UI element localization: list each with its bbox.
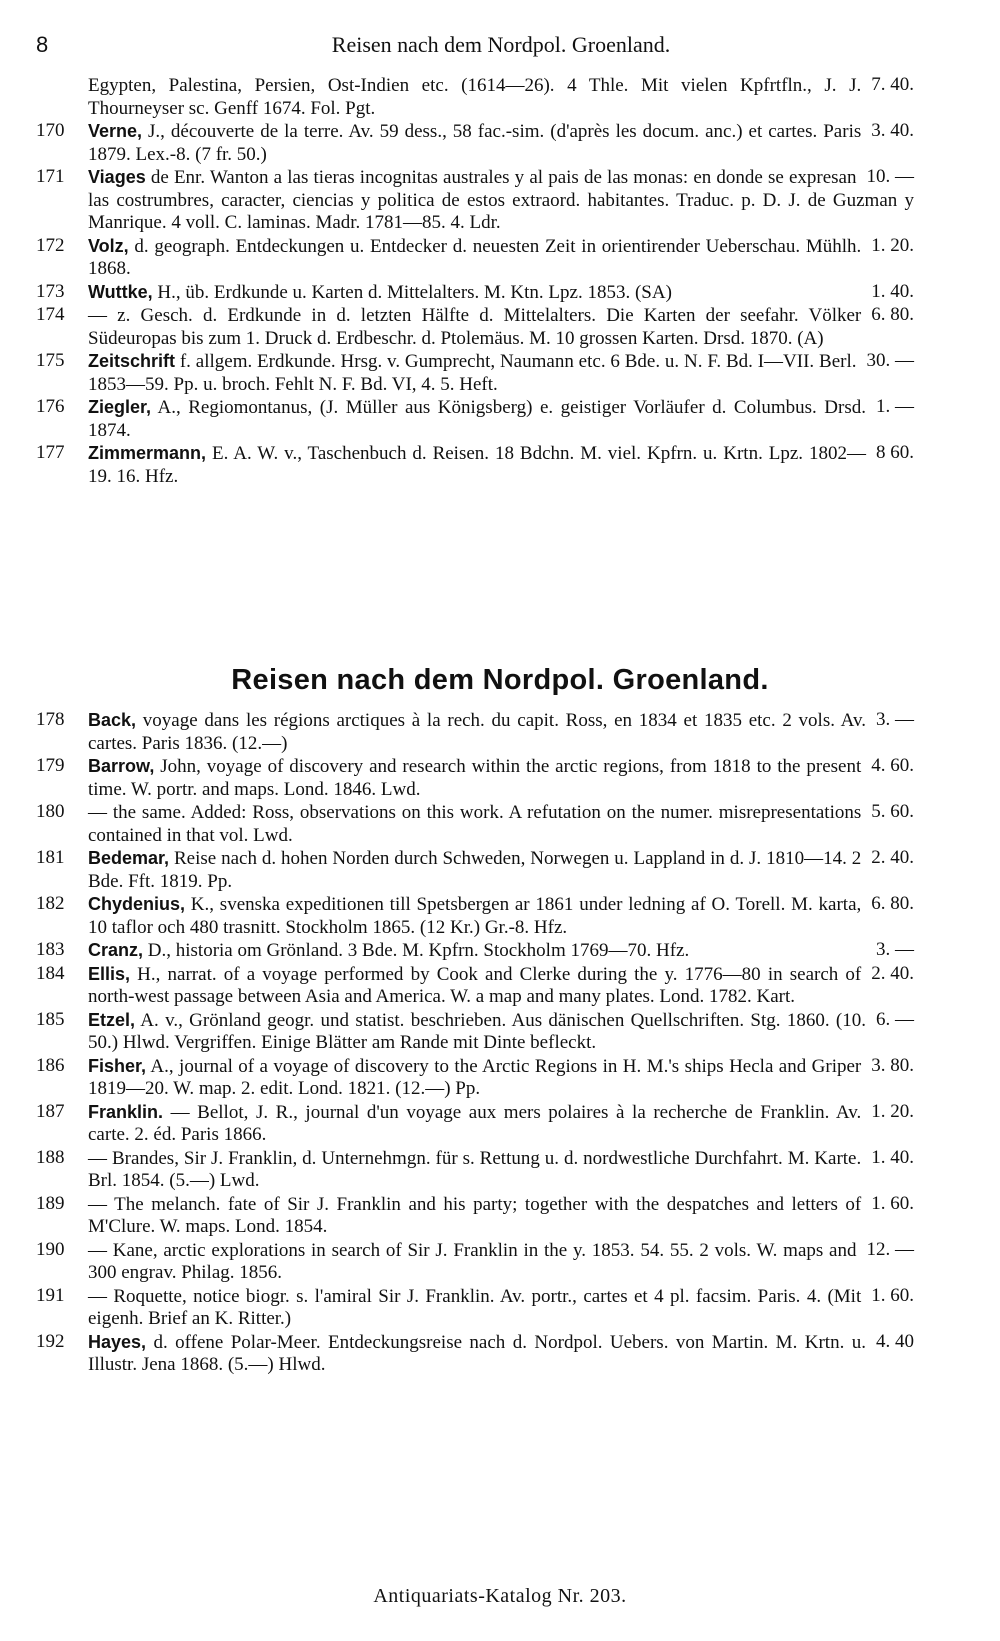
catalog-entry — [36, 801, 914, 847]
entry-body — [88, 709, 914, 755]
entry-author: Franklin. — [88, 1101, 164, 1122]
entry-body — [88, 755, 914, 801]
entry-text: d. geograph. Entdeckungen u. Entdecker d. neuesten Zeit in orientirender Ueberschau. Mühlh. 1868. — [88, 235, 862, 279]
entry-author: Bedemar, — [88, 848, 170, 868]
entry-number: 186 — [36, 1054, 65, 1076]
catalog-entry — [36, 281, 914, 305]
entry-price: 4. 60. — [871, 755, 914, 776]
entry-body — [88, 893, 914, 939]
entry-number: 176 — [36, 396, 65, 417]
entry-number: 185 — [36, 1008, 65, 1030]
entry-price: 6. — — [876, 1008, 914, 1030]
entry-price: 1. 40. — [871, 280, 914, 302]
entry-author: Ellis, — [88, 963, 131, 984]
entry-body — [88, 235, 914, 281]
entry-number: 175 — [36, 350, 65, 371]
entry-author: Zimmermann, — [88, 443, 207, 463]
entry-text: — the same. Added: Ross, observations on this work. A refutation on the numer. misrepresentations contained in that vol. Lwd. — [88, 802, 862, 846]
entry-author: Fisher, — [88, 1055, 147, 1076]
catalog-entry — [36, 1147, 914, 1193]
entry-text: — Kane, arctic explorations in search of Sir J. Franklin in the y. 1853. 54. 55. 2 vols. W. maps and 300 engrav. Philag. 1856. — [88, 1239, 857, 1283]
entry-text: Reise nach d. hohen Norden durch Schweden, Norwegen u. Lappland in d. J. 1810—14. 2 Bde. Fft. 1819. Pp. — [88, 848, 862, 892]
entry-text: K., svenska expeditionen till Spetsbergen ar 1861 under ledning af O. Torell. M. karta, 10 taflor och 480 trasnitt. Stockholm 1865. (12 Kr.) Gr.-8. Hfz. — [88, 894, 862, 938]
entry-text: — Bellot, J. R., journal d'un voyage aux mers polaires à la recherche de Franklin. Av. carte. 2. éd. Paris 1866. — [88, 1101, 862, 1145]
entry-number: 188 — [36, 1146, 65, 1168]
entry-body — [88, 1239, 914, 1285]
catalog-entry — [36, 1055, 914, 1101]
entry-text: John, voyage of discovery and research within the arctic regions, from 1818 to the present time. W. portr. and maps. Lond. 1846. Lwd. — [88, 756, 862, 800]
entry-body — [88, 74, 914, 120]
running-head — [36, 32, 966, 66]
entry-author: Etzel, — [88, 1009, 136, 1030]
entry-price: 30. — — [866, 350, 914, 371]
entry-body — [88, 1147, 914, 1193]
entry-number: 182 — [36, 893, 65, 914]
catalog-entry — [36, 396, 914, 442]
entry-body — [88, 1101, 914, 1147]
entry-number: 181 — [36, 847, 65, 868]
catalog-entry — [36, 120, 914, 166]
entry-number: 192 — [36, 1330, 65, 1352]
catalog-entry — [36, 847, 914, 893]
entry-body — [88, 304, 914, 350]
catalog-entry — [36, 1193, 914, 1239]
entry-number: 191 — [36, 1284, 65, 1306]
catalog-entry — [36, 939, 914, 963]
entry-price: 1. 60. — [871, 1284, 914, 1306]
entry-number: 171 — [36, 166, 65, 187]
entry-author: Hayes, — [88, 1331, 147, 1352]
entry-price: 7. 40. — [871, 74, 914, 95]
catalog-footer: Antiquariats-Katalog Nr. 203. — [373, 1585, 627, 1607]
entry-price: 1. 20. — [871, 1100, 914, 1122]
entry-text: de Enr. Wanton a las tieras incognitas australes y al pais de las monas: en donde se expresan las costrumbres, caracter, ciencias y politica de estos extraord. habitantes. Traduc. p. D. J. de Guzman y Manrique. 4 voll. C. laminas. Madr. 1781—85. 4. Ldr. — [88, 167, 914, 233]
entry-author: Verne, — [88, 121, 143, 141]
entry-body — [88, 847, 914, 893]
entry-number: 189 — [36, 1192, 65, 1214]
entry-number: 173 — [36, 280, 65, 302]
entry-number: 180 — [36, 801, 65, 822]
entry-author: Back, — [88, 710, 137, 730]
entry-price: 1. 60. — [871, 1192, 914, 1214]
running-title: Reisen nach dem Nordpol. Groenland. — [331, 32, 671, 57]
entry-price: 2. 40. — [871, 962, 914, 984]
entry-author: Chydenius, — [88, 894, 186, 914]
entry-text: — The melanch. fate of Sir J. Franklin and his party; together with the despatches and letters of M'Clure. W. maps. Lond. 1854. — [88, 1193, 862, 1237]
entry-price: 3. — — [876, 939, 914, 960]
entry-price: 6. 80. — [871, 893, 914, 914]
entry-body — [88, 1331, 914, 1377]
catalog-entry — [36, 755, 914, 801]
entry-author: Barrow, — [88, 756, 155, 776]
entry-text: — Brandes, Sir J. Franklin, d. Unternehmgn. für s. Rettung u. d. nordwestliche Durchfahrt. M. Karte. Brl. 1854. (5.—) Lwd. — [88, 1147, 862, 1191]
entry-author: Viages — [88, 167, 146, 187]
catalog-entry — [36, 304, 914, 350]
entry-price: 8 60. — [876, 442, 914, 463]
entry-body — [88, 801, 914, 847]
catalog-entry — [36, 1239, 914, 1285]
section-title: Reisen nach dem Nordpol. Groenland. — [231, 664, 769, 696]
entry-price: 5. 60. — [871, 801, 914, 822]
entry-price: 6. 80. — [871, 304, 914, 325]
entry-author: Zeitschrift — [88, 351, 176, 371]
entry-text: Egypten, Palestina, Persien, Ost-Indien etc. (1614—26). 4 Thle. Mit vielen Kpfrtfln., J. J. Thourneyser sc. Genff 1674. Fol. Pgt. — [88, 75, 862, 119]
entry-number: 174 — [36, 304, 65, 325]
entry-body — [88, 442, 914, 488]
entry-body — [88, 1009, 914, 1055]
entry-text: H., üb. Erdkunde u. Karten d. Mittelalters. M. Ktn. Lpz. 1853. (SA) — [152, 281, 672, 303]
entry-number: 177 — [36, 442, 65, 463]
entry-body — [88, 166, 914, 235]
catalog-entry — [36, 166, 914, 235]
entry-price: 12. — — [866, 1238, 914, 1260]
entry-text: d. offene Polar-Meer. Entdeckungsreise nach d. Nordpol. Uebers. von Martin. M. Krtn. u. Illustr. Jena 1868. (5.—) Hlwd. — [88, 1331, 866, 1375]
entry-text: J., découverte de la terre. Av. 59 dess., 58 fac.-sim. (d'après les docum. anc.) et cartes. Paris 1879. Lex.-8. (7 fr. 50.) — [88, 121, 862, 165]
entry-price: 2. 40. — [871, 847, 914, 868]
catalog-entry — [36, 1331, 914, 1377]
entry-author: Cranz, — [88, 940, 144, 960]
catalog-entry — [36, 1009, 914, 1055]
entry-author: Volz, — [88, 235, 129, 256]
entry-text: voyage dans les régions arctiques à la rech. du capit. Ross, en 1834 et 1835 etc. 2 vols. Av. cartes. Paris 1836. (12.—) — [88, 710, 866, 754]
entry-number: 184 — [36, 962, 65, 984]
catalog-entry — [36, 74, 914, 120]
entry-text: A., Regiomontanus, (J. Müller aus Königsberg) e. geistiger Vorläufer d. Columbus. Drsd. 1874. — [88, 397, 866, 441]
catalog-entry — [36, 1285, 914, 1331]
catalog-entry — [36, 1101, 914, 1147]
page-number: 8 — [36, 32, 49, 57]
entry-text: — z. Gesch. d. Erdkunde in d. letzten Hälfte d. Mittelalters. Die Karten der seefahr. Völker Südeuropas bis zum 1. Druck d. Erdbeschr. d. Ptolemäus. M. 10 grossen Karten. Drsd. 1870. (A) — [88, 305, 862, 349]
entry-text: D., historia om Grönland. 3 Bde. M. Kpfrn. Stockholm 1769—70. Hfz. — [143, 940, 690, 961]
entry-number: 183 — [36, 939, 65, 960]
entry-author: Wuttke, — [88, 281, 153, 302]
entry-price: 1. — — [876, 396, 914, 417]
entry-body — [88, 396, 914, 442]
entry-author: Ziegler, — [88, 397, 152, 417]
entry-text: A., journal of a voyage of discovery to the Arctic Regions in H. M.'s ships Hecla and Griper 1819—20. W. map. 2. edit. Lond. 1821. (12.—) Pp. — [88, 1055, 862, 1099]
entry-text: f. allgem. Erdkunde. Hrsg. v. Gumprecht, Naumann etc. 6 Bde. u. N. F. Bd. I—VII. Berl. 1853—59. Pp. u. broch. Fehlt N. F. Bd. VI, 4. 5. Heft. — [88, 351, 857, 395]
entry-price: 3. 40. — [871, 120, 914, 141]
entry-body — [88, 120, 914, 166]
entry-number: 178 — [36, 709, 65, 730]
catalog-entry — [36, 893, 914, 939]
entry-body — [88, 350, 914, 396]
entry-body — [88, 281, 914, 305]
entry-text: A. v., Grönland geogr. und statist. beschrieben. Aus dänischen Quellschriften. Stg. 1860. (10. 50.) Hlwd. Vergriffen. Einige Blätter am Rande mit Dinte befleckt. — [88, 1009, 866, 1053]
entry-number: 187 — [36, 1100, 65, 1122]
catalog-entry — [36, 709, 914, 755]
entry-price: 3. 80. — [871, 1054, 914, 1076]
catalog-entry — [36, 442, 914, 488]
entry-body — [88, 939, 914, 963]
catalog-entry — [36, 350, 914, 396]
entry-price: 4. 40 — [876, 1330, 914, 1352]
entry-body — [88, 1193, 914, 1239]
entry-number: 190 — [36, 1238, 65, 1260]
entry-number: 179 — [36, 755, 65, 776]
entry-list-top — [36, 74, 914, 488]
catalog-entry — [36, 235, 914, 281]
entry-text: — Roquette, notice biogr. s. l'amiral Sir J. Franklin. Av. portr., cartes et 4 pl. facsim. Paris. 4. (Mit eigenh. Brief an K. Ritter.) — [88, 1285, 862, 1329]
entry-number: 170 — [36, 120, 65, 141]
entry-text: H., narrat. of a voyage performed by Cook and Clerke during the y. 1776—80 in search of north-west passage between Asia and America. W. a map and many plates. Lond. 1782. Kart. — [88, 963, 862, 1007]
entry-text: E. A. W. v., Taschenbuch d. Reisen. 18 Bdchn. M. viel. Kpfrn. u. Krtn. Lpz. 1802—19. 16. Hfz. — [88, 443, 866, 487]
entry-number: 172 — [36, 234, 65, 256]
entry-body — [88, 963, 914, 1009]
entry-price: 3. — — [876, 709, 914, 730]
entry-price: 10. — — [866, 166, 914, 187]
entry-price: 1. 20. — [871, 234, 914, 256]
entry-body — [88, 1285, 914, 1331]
entry-body — [88, 1055, 914, 1101]
entry-list-bottom — [36, 709, 914, 1377]
entry-price: 1. 40. — [871, 1146, 914, 1168]
catalog-entry — [36, 963, 914, 1009]
